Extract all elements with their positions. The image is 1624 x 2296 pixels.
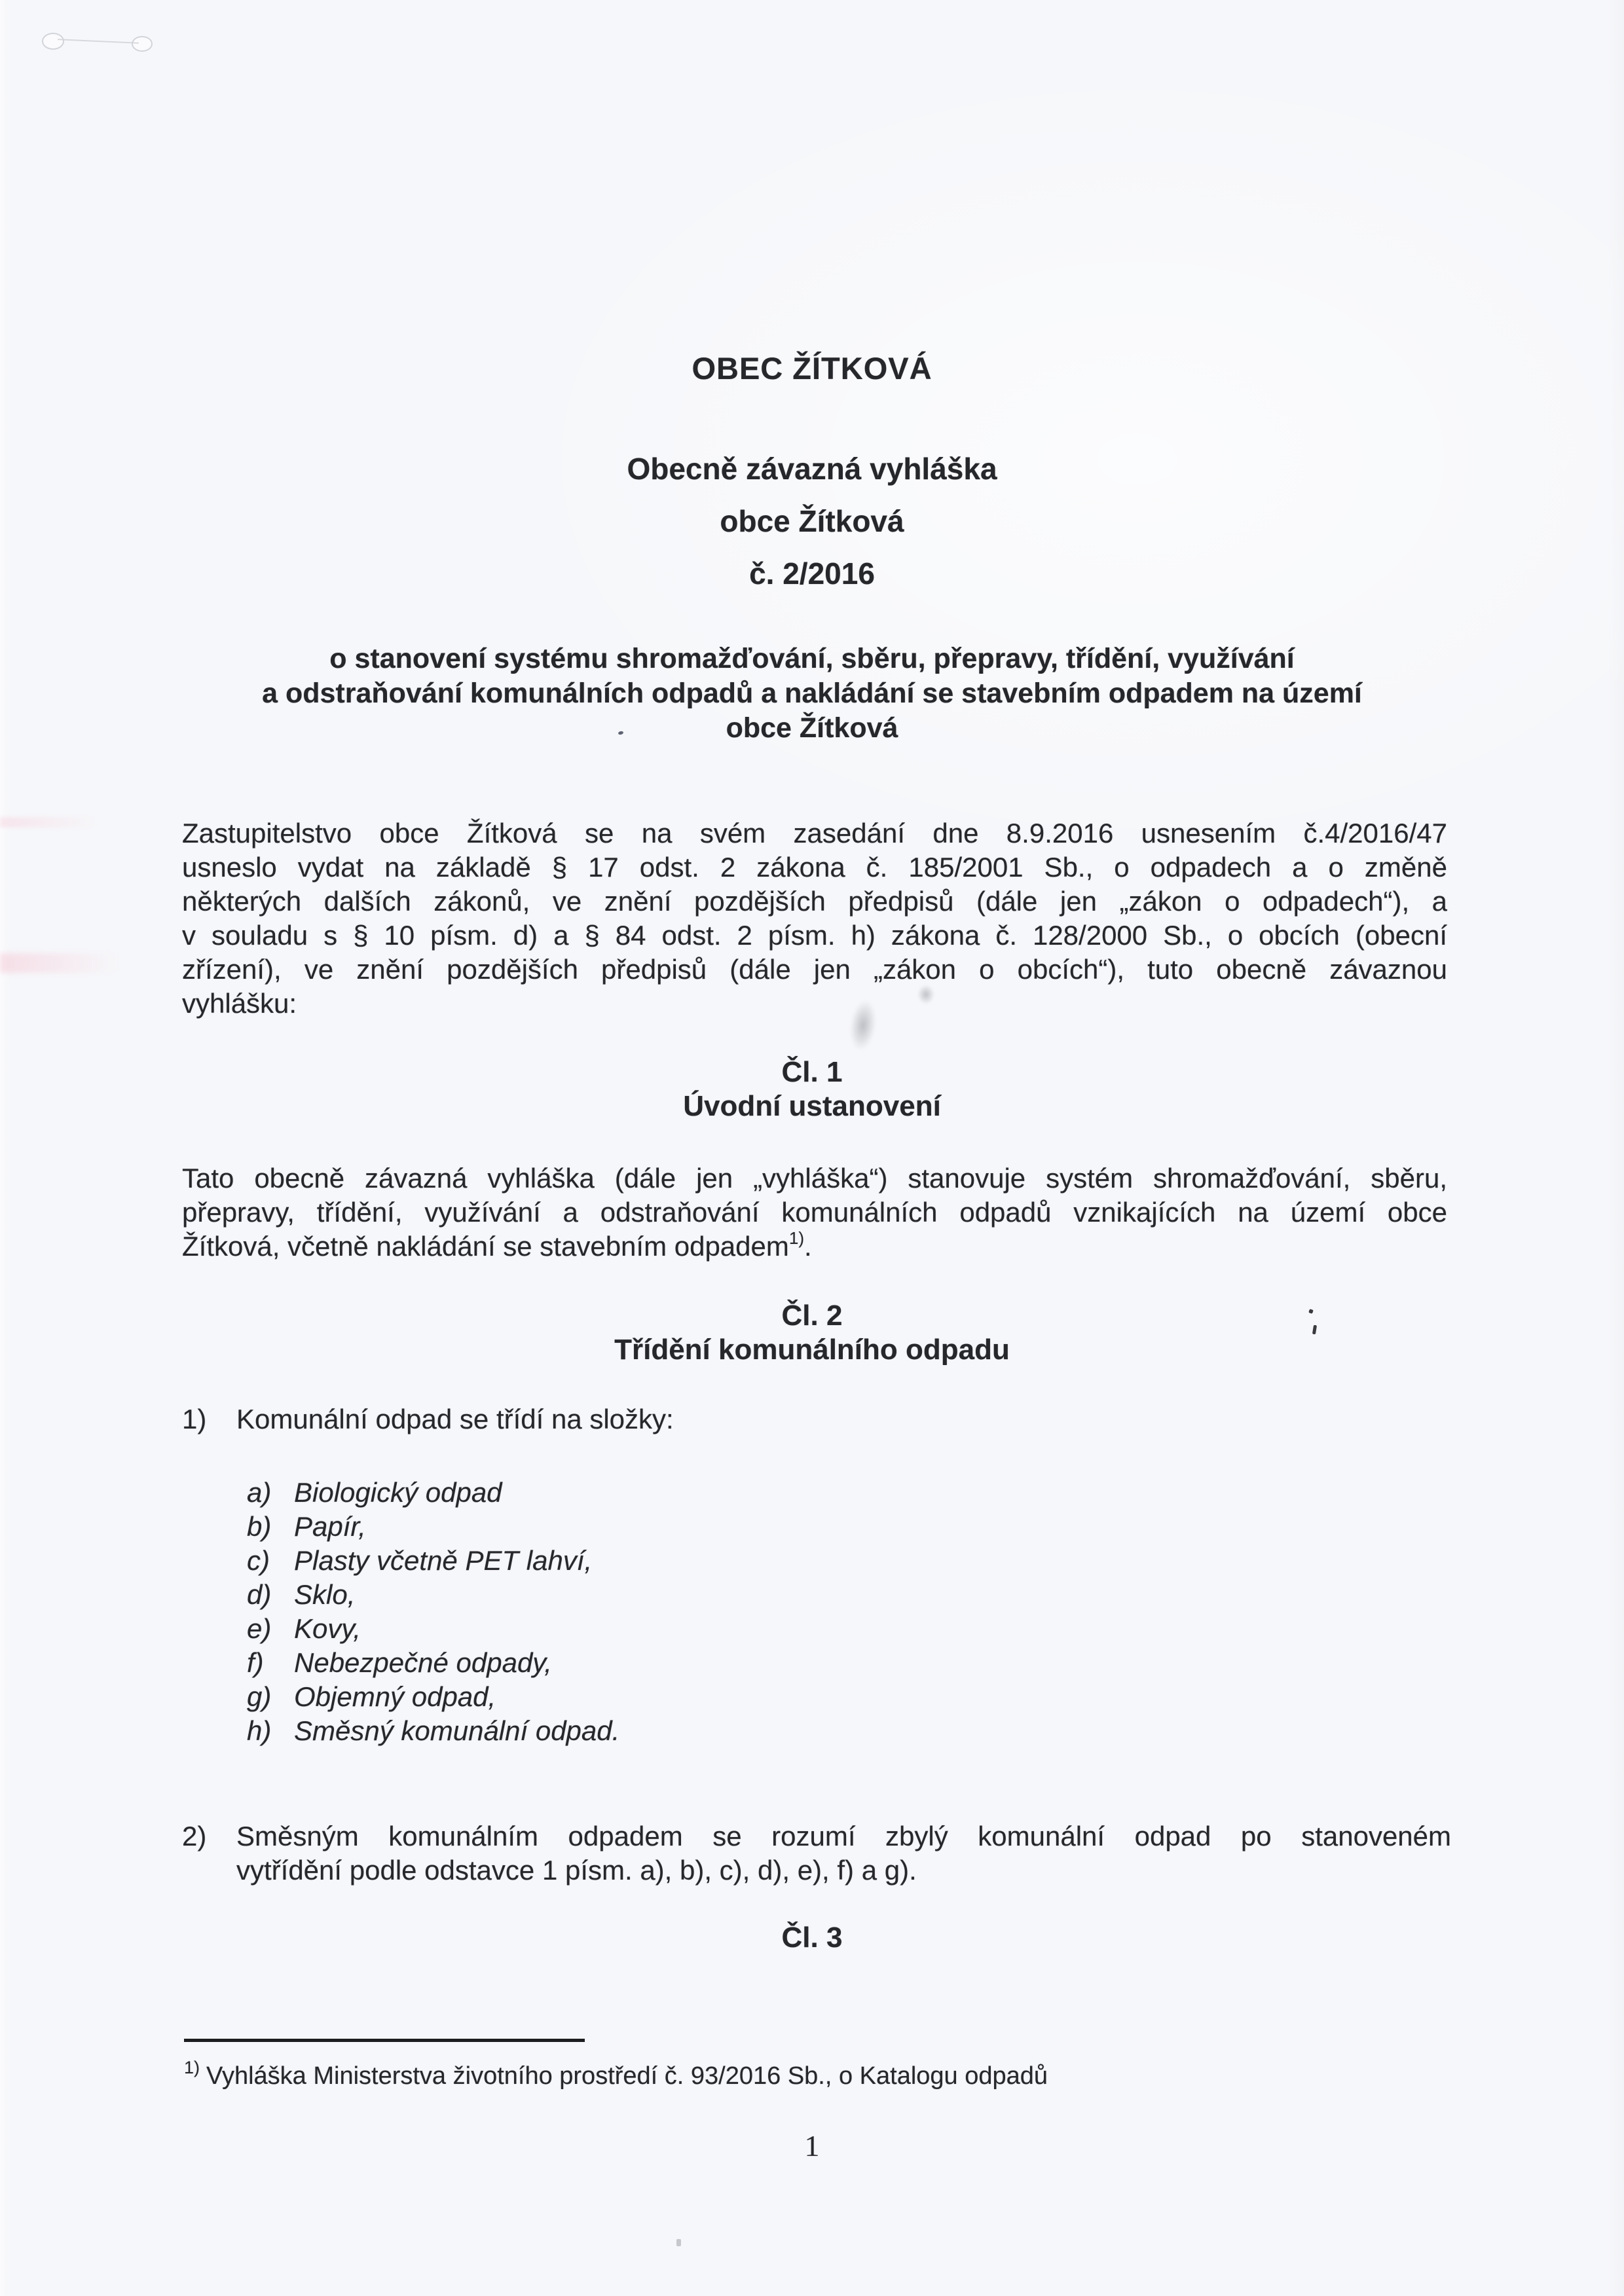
- article-number: Čl. 1: [781, 1056, 843, 1088]
- staple-mark-right: [132, 36, 153, 52]
- page-number: 1: [804, 2129, 820, 2162]
- article-3-heading: [0, 1921, 1624, 1955]
- list-item-marker: c): [247, 1545, 270, 1576]
- clause-marker: 1): [182, 1404, 207, 1434]
- list-item-text: Sklo,: [294, 1579, 356, 1610]
- article-2-clause-1: [182, 1402, 1451, 1436]
- clause-text-line: Směsným komunálním odpadem se rozumí zbylý komunální odpad po stanoveném: [236, 1821, 1451, 1851]
- preamble-line: v souladu s § 10 písm. d) a § 84 odst. 2 písm. h) zákona č. 128/2000 Sb., o obcích (obecní: [182, 920, 1447, 951]
- ink-speck: [676, 2239, 681, 2246]
- footnote-reference: 1): [788, 1228, 804, 1248]
- article-number: Čl. 3: [781, 1922, 843, 1954]
- article-title: Třídění komunálního odpadu: [614, 1334, 1010, 1366]
- footnote: [184, 2060, 1297, 2092]
- list-item-text: Biologický odpad: [294, 1477, 502, 1508]
- list-item-text: Objemný odpad,: [294, 1681, 496, 1712]
- list-item-text: Kovy,: [294, 1613, 361, 1644]
- header-line-doc-type: Obecně závazná vyhláška: [627, 452, 997, 486]
- list-item: [247, 1510, 1164, 1544]
- municipality-title: OBEC ŽÍTKOVÁ: [692, 351, 932, 386]
- list-item-marker: h): [247, 1715, 272, 1746]
- clause-text: Komunální odpad se třídí na složky:: [236, 1404, 674, 1434]
- list-item-text: Papír,: [294, 1511, 366, 1542]
- list-item: [247, 1646, 1164, 1680]
- list-item: [247, 1714, 1164, 1748]
- list-item-text: Nebezpečné odpady,: [294, 1647, 552, 1678]
- scan-pink-streak: [0, 953, 118, 973]
- subject-line: a odstraňování komunálních odpadů a nakládání se stavebním odpadem na území: [262, 678, 1362, 709]
- list-item: [247, 1578, 1164, 1612]
- scan-pink-streak: [0, 817, 98, 828]
- footnote-marker: 1): [184, 2058, 200, 2077]
- preamble-line: některých dalších zákonů, ve znění pozdějších předpisů (dále jen „zákon o odpadech“), a: [182, 886, 1447, 917]
- article-1-body-last-text: Žítková, včetně nakládání se stavebním odpadem: [182, 1231, 789, 1262]
- preamble-line: vyhlášku:: [182, 988, 297, 1019]
- preamble-paragraph: [182, 816, 1447, 1021]
- footnote-text: Vyhláška Ministerstva životního prostředí č. 93/2016 Sb., o Katalogu odpadů: [206, 2062, 1048, 2090]
- article-1-body: [182, 1161, 1447, 1264]
- footnote-divider-rule: [184, 2039, 585, 2042]
- list-item-marker: f): [247, 1647, 264, 1678]
- list-item-marker: b): [247, 1511, 272, 1542]
- clause-text-line: vytřídění podle odstavce 1 písm. a), b), c), d), e), f) a g).: [236, 1855, 917, 1886]
- article-1-body-last-tail: .: [804, 1231, 812, 1262]
- document-subject: [0, 642, 1624, 746]
- list-item: [247, 1544, 1164, 1578]
- list-item: [247, 1476, 1164, 1510]
- subject-line: obce Žítková: [726, 712, 898, 744]
- list-item: [247, 1612, 1164, 1646]
- article-2-heading: [0, 1299, 1624, 1367]
- list-item-marker: g): [247, 1681, 272, 1712]
- preamble-line: zřízení), ve znění pozdějších předpisů (dále jen „zákon o obcích“), tuto obecně závaznou: [182, 954, 1447, 985]
- subject-line: o stanovení systému shromažďování, sběru, přepravy, třídění, využívání: [329, 643, 1295, 674]
- staple-mark-left: [42, 33, 64, 50]
- header-line-number: č. 2/2016: [749, 556, 875, 591]
- staple-scratch-line: [58, 39, 139, 44]
- list-item-marker: a): [247, 1477, 272, 1508]
- article-2-clause-2: [182, 1819, 1451, 1887]
- list-item-text: Plasty včetně PET lahví,: [294, 1545, 593, 1576]
- preamble-line: Zastupitelstvo obce Žítková se na svém zasedání dne 8.9.2016 usnesením č.4/2016/47: [182, 818, 1447, 848]
- article-1-body-line: Tato obecně závazná vyhláška (dále jen „vyhláška“) stanovuje systém shromažďování, sběru,: [182, 1163, 1447, 1194]
- document-type-header: [0, 443, 1624, 600]
- list-item-marker: d): [247, 1579, 272, 1610]
- waste-type-list: [247, 1476, 1164, 1748]
- header-line-municipality: obce Žítková: [720, 504, 904, 538]
- clause-marker: 2): [182, 1821, 207, 1851]
- article-1-body-line: přepravy, třídění, využívání a odstraňování komunálních odpadů vznikajících na území obce: [182, 1197, 1447, 1228]
- list-item: [247, 1680, 1164, 1714]
- article-number: Čl. 2: [781, 1300, 843, 1332]
- list-item-marker: e): [247, 1613, 272, 1644]
- preamble-line: usneslo vydat na základě § 17 odst. 2 zákona č. 185/2001 Sb., o odpadech a o změně: [182, 852, 1447, 883]
- article-1-body-line: [182, 1230, 1447, 1264]
- article-1-heading: [0, 1055, 1624, 1123]
- list-item-text: Směsný komunální odpad.: [294, 1715, 620, 1746]
- article-title: Úvodní ustanovení: [683, 1090, 941, 1122]
